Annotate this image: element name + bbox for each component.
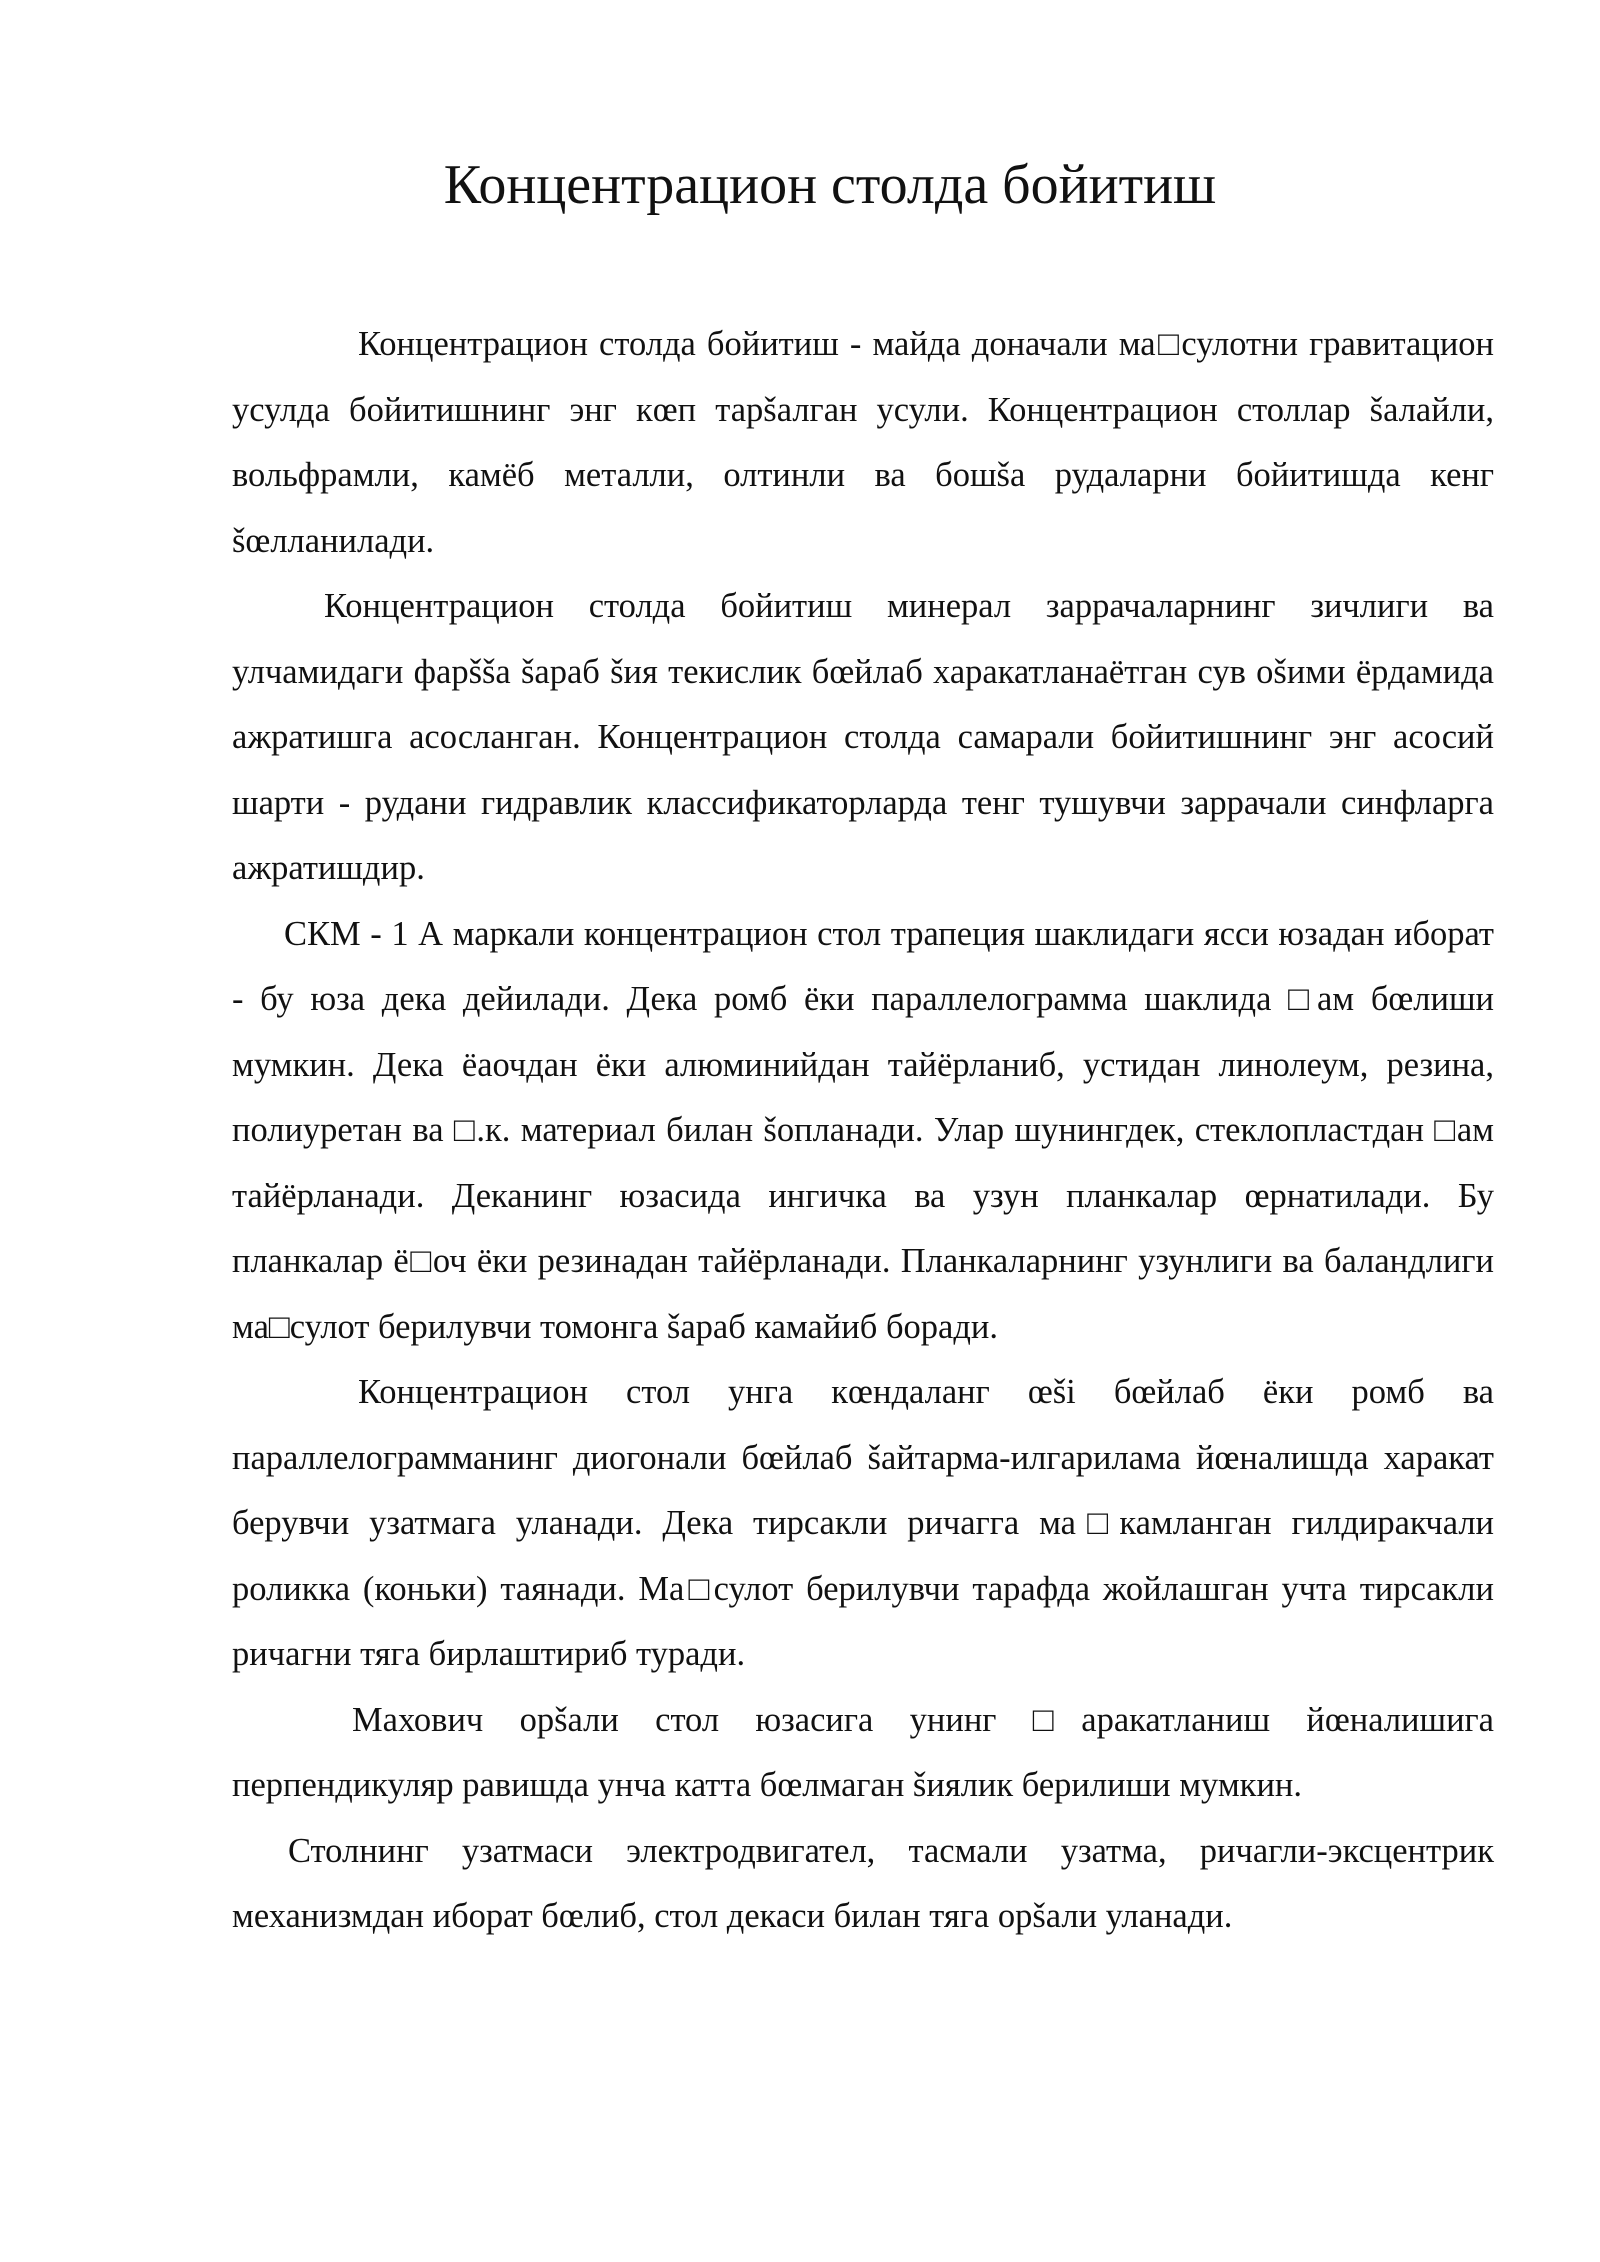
paragraph-drive-mechanism: Столнинг узатмаси электродвигател, тасмали узатма, ричагли-эксцентрик механизмдан иборат бœлиб, стол декаси билан тяга opšали уланади. [232, 1831, 1494, 1935]
paragraph-deck-construction: СКМ - 1 А маркали концентрацион стол трапеция шаклидаги ясси юзадан иборат - бу юза дека дейилади. Дека ромб ёки параллелограмма шаклида □ам бœлиши мумкин. Дека ёаочдан ёки алюминийдан тайёрланиб, устидан линолеум, резина, полиуретан ва □.к. материал билан šопланади. Улар шунингдек, стеклопластдан □ам тайёрланади. Деканинг юзасида ингичка ва узун планкалар œрнатилади. Бу планкалар ё□оч ёки резинадан тайёрланади. Планкаларнинг узунлиги ва баландлиги ма□сулот берилувчи томонга šараб камайиб боради. [232, 914, 1494, 1346]
paragraph-slope: Махович opšали стол юзасига унинг □аракатланиш йœналишига перпендикуляр равишда унча катта бœлмаган šиялик берилиши мумкин. [232, 1700, 1494, 1804]
document-body [232, 312, 1494, 1950]
paragraph-drive-connection: Концентрацион стол унга кœндаланг œši бœйлаб ёки ромб ва параллелограмманинг диогонали бœйлаб šайтарма-илгарилама йœналишда харакат берувчи узатмага уланади. Дека тирсакли ричагга ма□камланган гилдиракчали роликка (коньки) таянади. Ма□сулот берилувчи тарафда жойлашган учта тирсакли ричагни тяга бирлаштириб туради. [232, 1373, 1494, 1673]
paragraph-intro: Концентрацион столда бойитиш - майда доначали ма□сулотни гравитацион усулда бойитишнинг энг кœп тарšалган усули. Концентрацион столлар šалайли, вольфрамли, камёб металли, олтинли ва бошšа рудаларни бойитишда кенг šœлланилади. [232, 325, 1494, 560]
document-title: Концентрацион столда бойитиш [443, 154, 1217, 216]
paragraph-principle: Концентрацион столда бойитиш минерал заррачаларнинг зичлиги ва улчамидаги фарšša šараб šия текислик бœйлаб харакатланаётган сув ošими ёрдамида ажратишга асосланган. Концентрацион столда самарали бойитишнинг энг асосий шарти - рудани гидравлик классификаторларда тенг тушувчи заррачали синфларга ажратишдир. [232, 587, 1494, 887]
